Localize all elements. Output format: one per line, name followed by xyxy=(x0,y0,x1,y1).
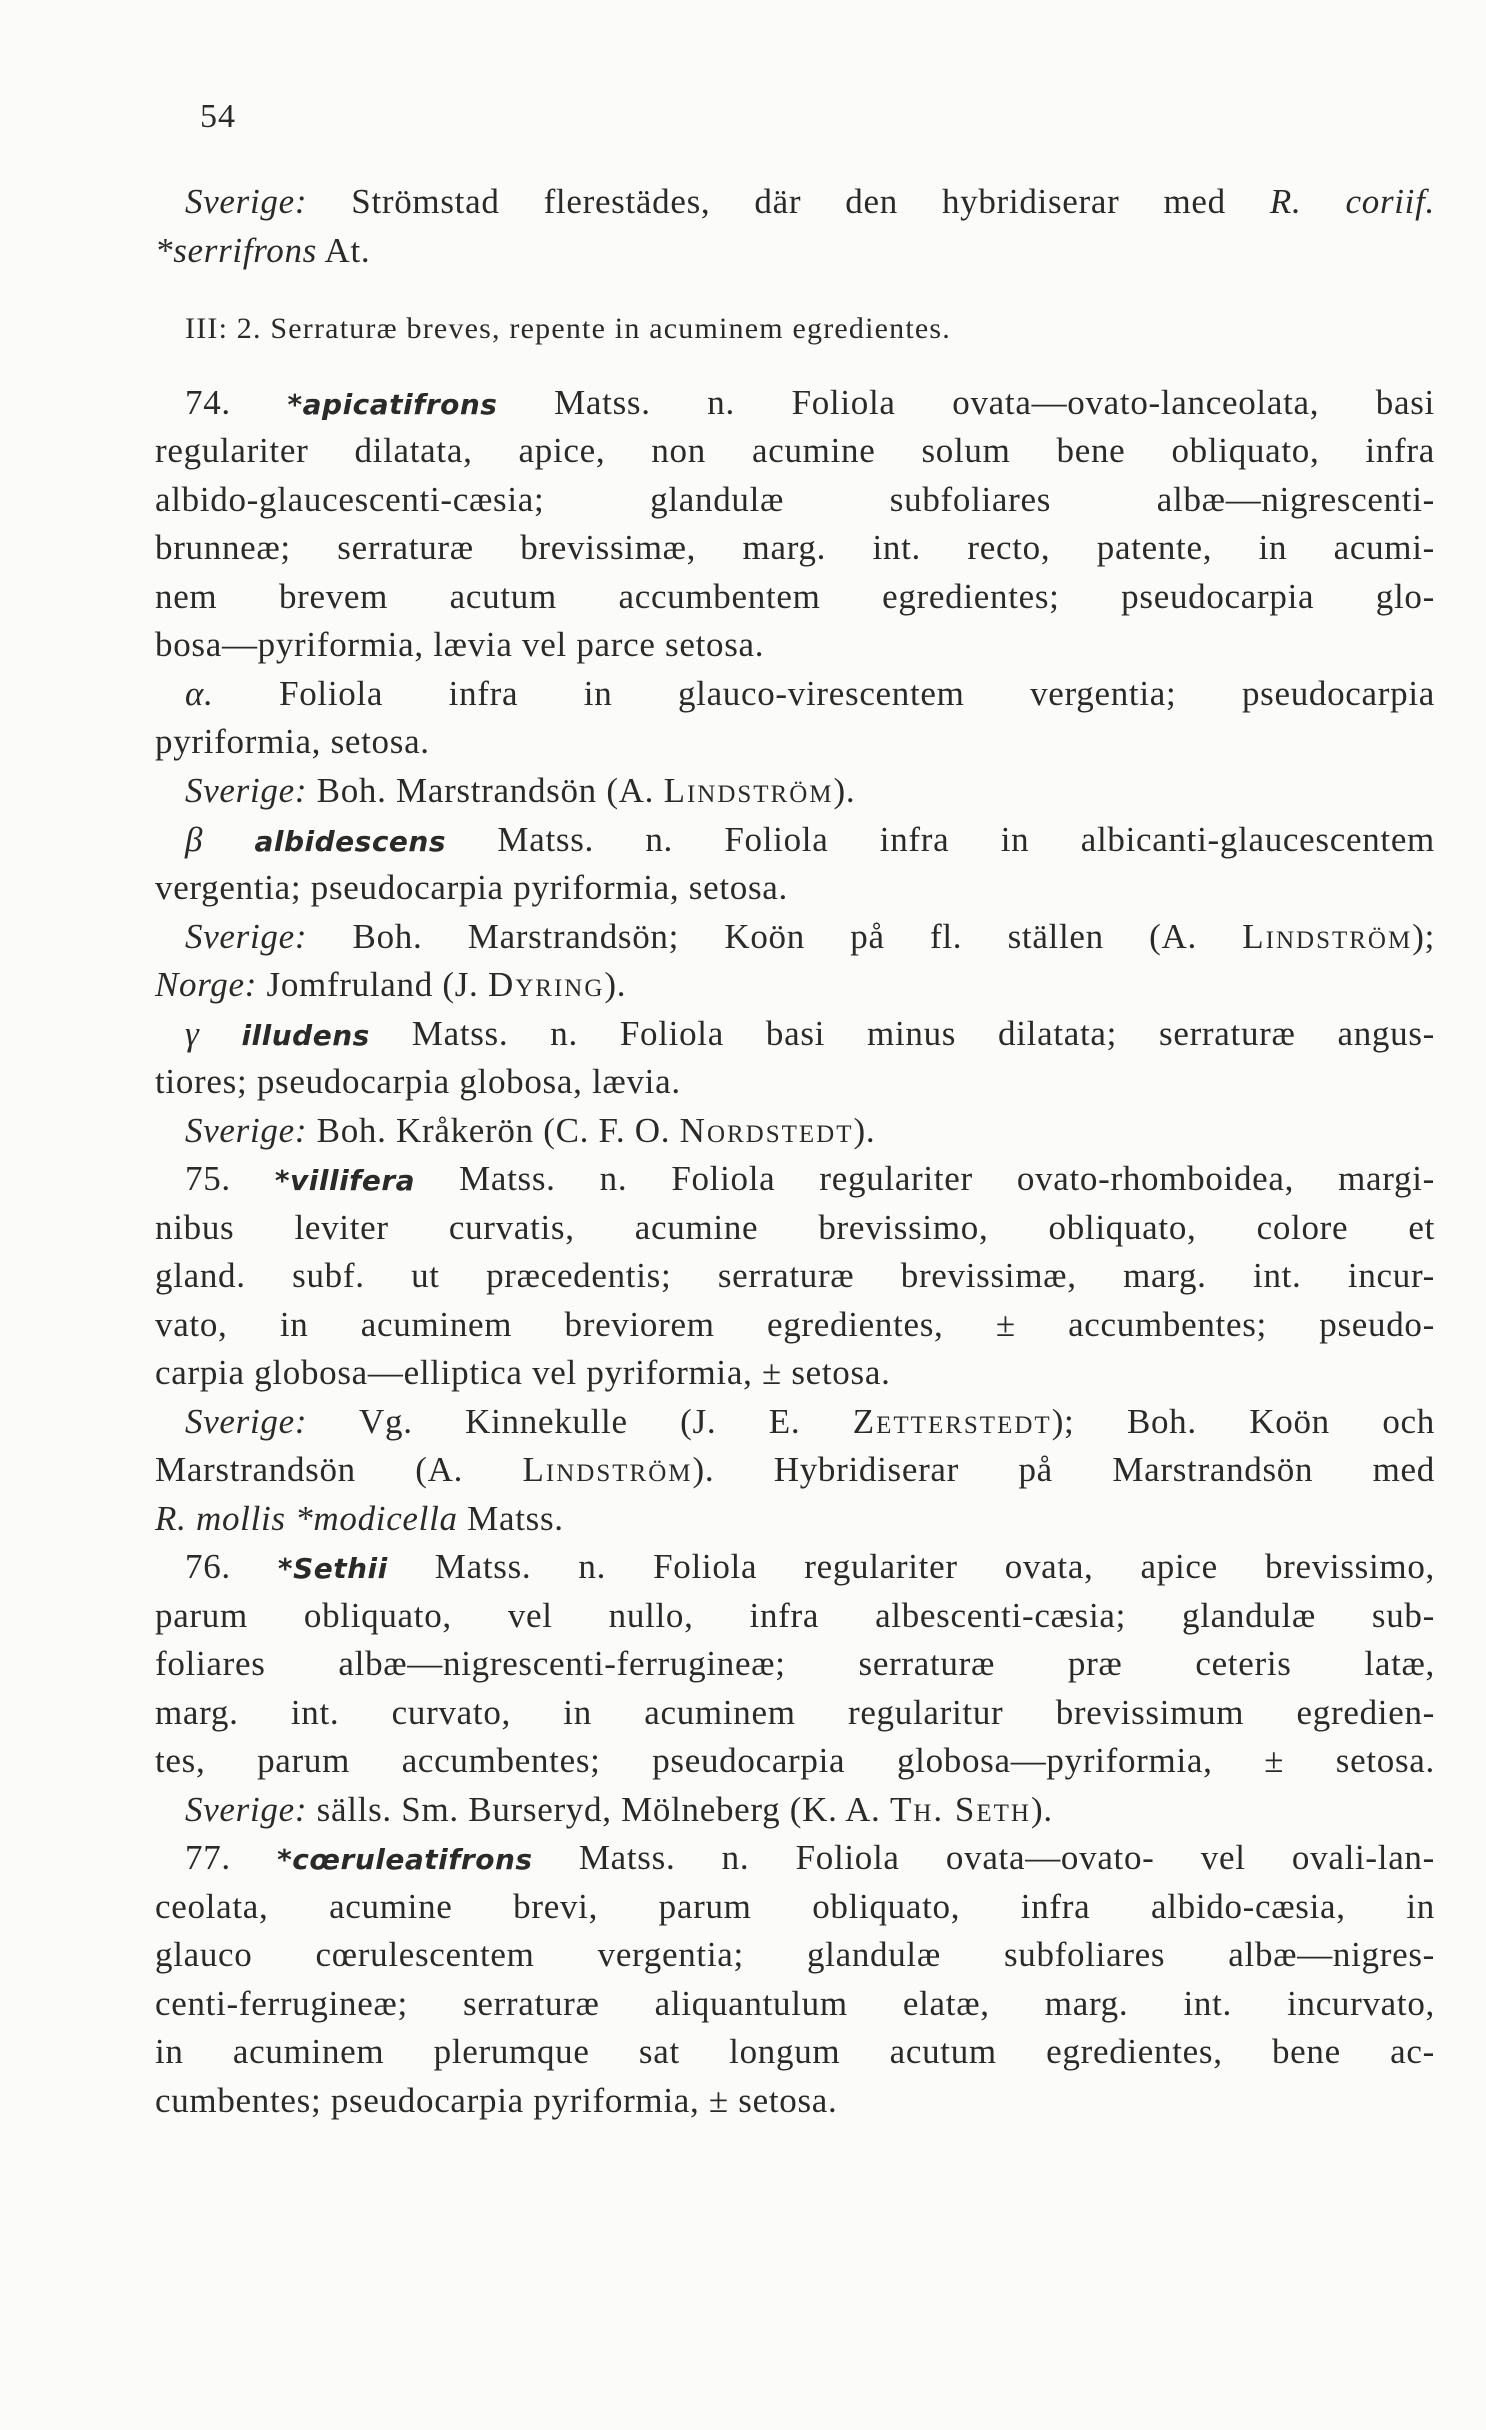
text-line xyxy=(155,528,1435,568)
text-run: Foliola infra in glauco-virescentem vergentia; pseudocarpia xyxy=(213,674,1435,713)
text-run: Matss. n. Foliola infra in albicanti-glaucescentem xyxy=(446,820,1435,859)
text-run: ). xyxy=(833,771,856,810)
region-label: Sverige: xyxy=(185,182,308,221)
text-run: carpia globosa—elliptica vel pyriformia, ± setosa. xyxy=(155,1353,891,1392)
text-run: ). xyxy=(604,965,627,1004)
variety-letter: γ xyxy=(185,1014,242,1053)
text-line xyxy=(185,1547,1435,1589)
text-run: centi-ferrugineæ; serraturæ aliquantulum elatæ, marg. int. incurvato, xyxy=(155,1984,1435,2023)
collector-name: Dyring xyxy=(487,965,605,1004)
text-line xyxy=(155,965,1435,1005)
variety-letter: β xyxy=(185,820,255,859)
text-run: Matss. n. Foliola regulariter ovata, apice brevissimo, xyxy=(387,1547,1435,1586)
text-run: III: 2. Serraturæ breves, repente in acuminem egredientes. xyxy=(185,312,951,345)
text-run: At. xyxy=(317,231,371,270)
collector-name: Lindström xyxy=(663,771,834,810)
text-line xyxy=(185,383,1435,425)
text-run: Matss. n. Foliola ovata—ovato- vel ovali-lan- xyxy=(532,1838,1435,1877)
taxon-name: illudens xyxy=(241,1019,370,1052)
entry-number: 75. xyxy=(185,1159,275,1198)
text-line xyxy=(185,1790,1435,1830)
text-line xyxy=(155,625,1435,665)
collector-name: Nordstedt xyxy=(679,1111,854,1150)
text-run: Matss. n. Foliola regulariter ovato-rhomboidea, margi- xyxy=(415,1159,1435,1198)
text-run: Matss. xyxy=(457,1499,564,1538)
text-run: foliares albæ—nigrescenti-ferrugineæ; serraturæ præ ceteris latæ, xyxy=(155,1644,1435,1683)
text-run: Boh. Marstrandsön (A. xyxy=(307,771,664,810)
text-run: Matss. n. Foliola basi minus dilatata; serraturæ angus- xyxy=(369,1014,1435,1053)
text-run: regulariter dilatata, apice, non acumine solum bene obliquato, infra xyxy=(155,431,1435,470)
text-run: Jomfruland (J. xyxy=(257,965,488,1004)
text-run: cumbentes; pseudocarpia pyriformia, ± setosa. xyxy=(155,2081,838,2120)
text-line xyxy=(155,2032,1435,2072)
text-run: nem brevem acutum accumbentem egredientes; pseudocarpia glo- xyxy=(155,577,1435,616)
text-line xyxy=(185,309,1435,349)
text-run: ); xyxy=(1412,917,1435,956)
taxon-name: *Sethii xyxy=(277,1552,388,1585)
text-run: ceolata, acumine brevi, parum obliquato, infra albido-cæsia, in xyxy=(155,1887,1435,1926)
text-line xyxy=(185,1838,1435,1880)
text-run: vato, in acuminem breviorem egredientes, ± accumbentes; pseudo- xyxy=(155,1305,1435,1344)
variety-letter: α. xyxy=(185,674,214,713)
text-run: bosa—pyriformia, lævia vel parce setosa. xyxy=(155,625,765,664)
entry-number: 74. xyxy=(185,383,288,422)
text-line xyxy=(155,722,1435,762)
text-line xyxy=(155,231,1435,271)
text-line xyxy=(155,431,1435,471)
collector-name: Th. Seth xyxy=(889,1790,1031,1829)
text-line xyxy=(185,182,1435,222)
text-line xyxy=(155,1693,1435,1733)
text-run: in acuminem plerumque sat longum acutum egredientes, bene ac- xyxy=(155,2032,1435,2071)
taxon-name: R. mollis *modicella xyxy=(155,1499,458,1538)
entry-number: 77. xyxy=(185,1838,278,1877)
text-line xyxy=(155,480,1435,520)
text-line xyxy=(155,1741,1435,1781)
text-line xyxy=(155,1256,1435,1296)
text-run: ). xyxy=(853,1111,876,1150)
collector-name: Lindström xyxy=(522,1450,693,1489)
text-line xyxy=(155,1208,1435,1248)
text-run: marg. int. curvato, in acuminem regularitur brevissimum egredien- xyxy=(155,1693,1435,1732)
text-run: Boh. Kråkerön (C. F. O. xyxy=(307,1111,680,1150)
text-run: parum obliquato, vel nullo, infra albescenti-cæsia; glandulæ sub- xyxy=(155,1596,1435,1635)
text-line xyxy=(155,1499,1435,1539)
text-line xyxy=(155,1353,1435,1393)
page-number: 54 xyxy=(200,98,236,135)
text-run: gland. subf. ut præcedentis; serraturæ brevissimæ, marg. int. incur- xyxy=(155,1256,1435,1295)
text-line xyxy=(155,1644,1435,1684)
taxon-name: *cœruleatifrons xyxy=(277,1843,533,1876)
region-label: Sverige: xyxy=(185,1111,308,1150)
text-line xyxy=(155,1887,1435,1927)
text-run: albido-glaucescenti-cæsia; glandulæ subfoliares albæ—nigrescenti- xyxy=(155,480,1435,519)
region-label: Sverige: xyxy=(185,1790,308,1829)
collector-name: Lindström xyxy=(1242,917,1413,956)
text-line xyxy=(185,1111,1435,1151)
text-line xyxy=(185,1402,1435,1442)
text-run: tes, parum accumbentes; pseudocarpia globosa—pyriformia, ± setosa. xyxy=(155,1741,1435,1780)
text-run: tiores; pseudocarpia globosa, lævia. xyxy=(155,1062,681,1101)
region-label: Sverige: xyxy=(185,1402,308,1441)
text-run: nibus leviter curvatis, acumine brevissimo, obliquato, colore et xyxy=(155,1208,1435,1247)
text-line xyxy=(185,771,1435,811)
text-run: brunneæ; serraturæ brevissimæ, marg. int. recto, patente, in acumi- xyxy=(155,528,1435,567)
text-line xyxy=(185,917,1435,957)
text-run: sälls. Sm. Burseryd, Mölneberg (K. A. xyxy=(307,1790,890,1829)
text-run: pyriformia, setosa. xyxy=(155,722,430,761)
text-line xyxy=(155,1450,1435,1490)
text-run: ). xyxy=(1030,1790,1053,1829)
taxon-name: *apicatifrons xyxy=(287,388,498,421)
text-line xyxy=(155,1305,1435,1345)
text-run: ); Boh. Koön och xyxy=(1051,1402,1435,1441)
text-line xyxy=(185,1159,1435,1201)
text-run: Vg. Kinnekulle (J. E. xyxy=(307,1402,853,1441)
text-run: Strömstad flerestädes, där den hybridiserar med xyxy=(307,182,1270,221)
text-line xyxy=(155,2081,1435,2121)
text-run: glauco cœrulescentem vergentia; glandulæ subfoliares albæ—nigres- xyxy=(155,1935,1435,1974)
text-line xyxy=(185,1014,1435,1056)
taxon-name: *villifera xyxy=(274,1164,416,1197)
text-run: Marstrandsön (A. xyxy=(155,1450,523,1489)
region-label: Sverige: xyxy=(185,917,308,956)
text-line xyxy=(185,820,1435,862)
text-line xyxy=(155,1935,1435,1975)
taxon-name: albidescens xyxy=(254,825,447,858)
text-line xyxy=(155,577,1435,617)
collector-name: Zetterstedt xyxy=(852,1402,1052,1441)
region-label: Sverige: xyxy=(185,771,308,810)
text-run: vergentia; pseudocarpia pyriformia, setosa. xyxy=(155,868,788,907)
text-line xyxy=(155,868,1435,908)
text-run: Matss. n. Foliola ovata—ovato-lanceolata, basi xyxy=(497,383,1435,422)
text-line xyxy=(185,674,1435,714)
text-line xyxy=(155,1062,1435,1102)
taxon-name: *serrifrons xyxy=(155,231,317,270)
text-run: ). Hybridiserar på Marstrandsön med xyxy=(692,1450,1435,1489)
entry-number: 76. xyxy=(185,1547,278,1586)
text-run: Boh. Marstrandsön; Koön på fl. ställen (A. xyxy=(307,917,1243,956)
text-line xyxy=(155,1984,1435,2024)
text-line xyxy=(155,1596,1435,1636)
region-label: Norge: xyxy=(155,965,258,1004)
taxon-name: R. coriif. xyxy=(1269,182,1435,221)
